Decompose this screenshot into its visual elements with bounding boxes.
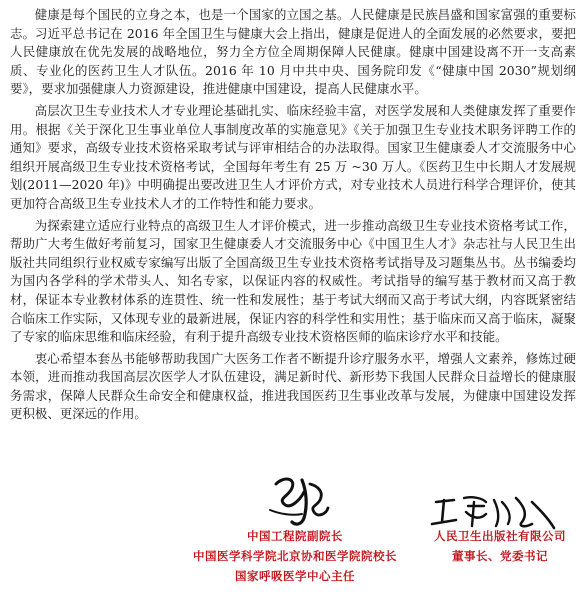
caption-line: 董事长、党委书记	[452, 549, 548, 563]
caption-line: 中国工程院副院长	[247, 529, 343, 543]
caption-line: 中国医学科学院北京协和医学院院校长	[193, 549, 397, 563]
handwritten-signature-left	[262, 470, 342, 530]
preface-body	[10, 6, 576, 427]
signature-caption-right	[420, 526, 580, 566]
paragraph-2: 高层次卫生专业技术人才专业理论基础扎实、临床经验丰富，对医学发展和人类健康发挥了重要作用。根据《关于深化卫生事业单位人事制度改革的实施意见》《关于加强卫生专业技术职务评聘工作的通知》要求，高级专业技术资格采取考试与评审相结合的办法取得。国家卫生健康委人才交流服务中心组织开展高级卫生专业技术资格考试，全国每年考生有 25 万 ~30 万人。《医药卫生中长期人才发展规划(2011—2020 年)》中明确提出要改进卫生人才评价方式，对专业技术人员进行科学合理评价，使其更加符合高级卫生专业技术人才的工作特性和能力要求。	[10, 102, 576, 211]
paragraph-3: 为探索建立适应行业特点的高级卫生人才评价模式，进一步推动高级卫生专业技术资格考试工作，帮助广大考生做好考前复习，国家卫生健康委人才交流服务中心《中国卫生人才》杂志社与人民卫生出版社共同组织行业权威专家编写出版了全国高级卫生专业技术资格考试指导及习题集丛书。丛书编委均为国内各学科的学术带头人、知名专家，以保证内容的权威性。考试指导的编写基于教材而又高于教材，保证本专业教材体系的连贯性、统一性和发展性；基于考试大纲而又高于考试大纲，内容既紧密结合临床工作实际，又体现专业的最新进展，保证内容的科学性和实用性；基于临床而又高于临床，凝聚了专家的临床思维和临床经验，有利于提升高级专业技术资格医师的临床诊疗水平和技能。	[10, 217, 576, 345]
paragraph-1: 健康是每个国民的立身之本，也是一个国家的立国之基。人民健康是民族昌盛和国家富强的重要标志。习近平总书记在 2016 年全国卫生与健康大会上指出，健康是促进人的全面发展的必然要求，要把人民健康放在优先发展的战略地位，努力全方位全周期保障人民健康。健康中国建设离不开一支高素质、专业化的医药卫生人才队伍。2016 年 10 月中共中央、国务院印发《“健康中国 2030”规划纲要》，要求加强健康人力资源建设，推进健康中国建设，提高人民健康水平。	[10, 7, 576, 97]
signature-caption-left	[170, 526, 420, 586]
caption-line: 国家呼吸医学中心主任	[235, 569, 355, 583]
paragraph-4: 衷心希望本套丛书能够帮助我国广大医务工作者不断提升诊疗服务水平，增强人文素养，修炼过硬本领，进而推动我国高层次医学人才队伍建设，满足新时代、新形势下我国人民群众日益增长的健康服务需求，保障人民群众生命安全和健康权益，推进我国医药卫生事业改革与发展，为健康中国建设发挥更积极、更深远的作用。	[10, 350, 576, 422]
caption-line: 人民卫生出版社有限公司	[434, 529, 566, 543]
